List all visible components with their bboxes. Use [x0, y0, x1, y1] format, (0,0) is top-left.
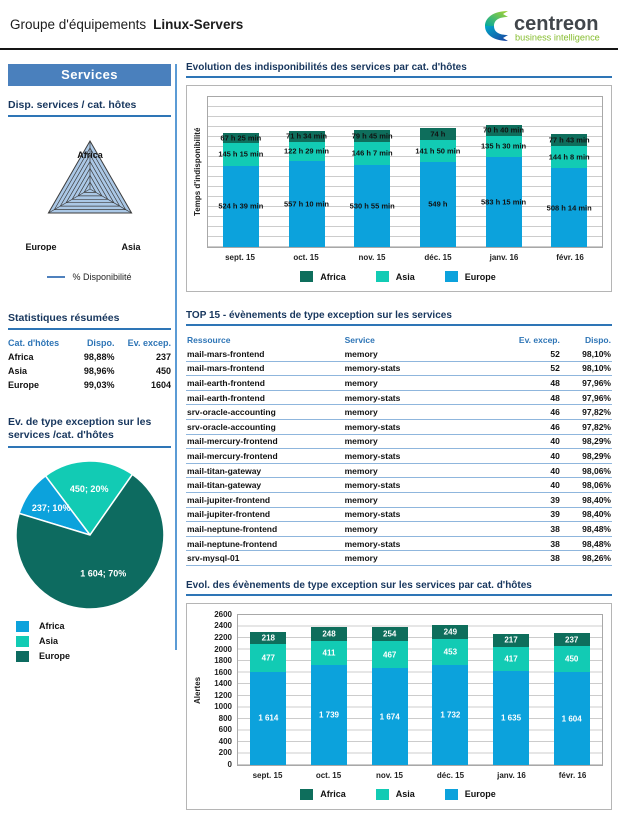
- table-row: [186, 376, 612, 391]
- bar-segment-asia: [415, 140, 461, 162]
- legend-label: Europe: [464, 271, 496, 282]
- radar-axis-label: Asia: [120, 242, 141, 252]
- y-tick-label: 2600: [214, 609, 232, 619]
- table-cell: 40: [505, 434, 560, 449]
- legend-item: [300, 271, 346, 282]
- top15-table: [186, 333, 612, 566]
- bar-segment-label: 145 h 15 min: [218, 149, 264, 159]
- bar-segment-label: 411: [322, 648, 336, 658]
- legend-item: [300, 789, 346, 800]
- table-cell: 40: [505, 478, 560, 493]
- top15-section-title: TOP 15 - évènements de type exception sur les services: [186, 310, 612, 326]
- top15-col-header: Service: [344, 335, 375, 345]
- bar-segment-africa: [432, 625, 468, 639]
- table-cell: mail-earth-frontend: [186, 390, 344, 405]
- table-cell: mail-neptune-frontend: [186, 536, 344, 551]
- bar-segment-africa: [351, 130, 393, 142]
- plot-area: [237, 614, 603, 766]
- bar-segment-label: 71 h 34 min: [286, 131, 327, 141]
- bar-segment-asia: [554, 646, 590, 672]
- bar-segment-label: 217: [504, 635, 518, 645]
- stacked-bar: [283, 131, 330, 247]
- unavailability-chart: [186, 85, 612, 292]
- table-cell: 52: [505, 361, 560, 376]
- bar-slot: [359, 615, 420, 765]
- bar-slot: [208, 97, 274, 247]
- bar-segment-asia: [351, 142, 393, 165]
- table-cell: 97,82%: [561, 419, 612, 434]
- stats-cell: 99,03%: [83, 380, 115, 391]
- main-content: [186, 62, 612, 828]
- stats-col-header: Dispo.: [86, 338, 115, 349]
- bar-segment-africa: [420, 128, 456, 140]
- table-cell: 98,48%: [561, 522, 612, 537]
- bar-segment-asia: [218, 143, 264, 166]
- stats-cell: 450: [155, 366, 171, 377]
- bar-segment-europe: [420, 162, 456, 247]
- table-cell: 98,29%: [561, 434, 612, 449]
- table-cell: 98,40%: [561, 492, 612, 507]
- centreon-logo: [482, 7, 610, 45]
- table-cell: mail-titan-gateway: [186, 463, 344, 478]
- table-row: [186, 419, 612, 434]
- stacked-bar: [432, 625, 468, 765]
- legend-item: [376, 271, 415, 282]
- stats-cell: 98,96%: [83, 366, 115, 377]
- table-cell: mail-mercury-frontend: [186, 449, 344, 464]
- bar-segment-africa: [286, 131, 327, 142]
- bar-segment-label: 122 h 29 min: [283, 146, 330, 156]
- stacked-bar: [311, 627, 347, 765]
- y-tick-label: 1800: [214, 656, 232, 666]
- x-axis-label: déc. 15: [436, 770, 465, 780]
- stats-cell: 98,88%: [83, 352, 115, 363]
- availability-line-icon: [47, 276, 65, 278]
- radar-chart: [8, 133, 171, 256]
- table-cell: 98,10%: [561, 361, 612, 376]
- x-axis-label: nov. 15: [376, 770, 403, 780]
- stacked-bar: [218, 133, 264, 247]
- stats-cell: Africa: [8, 352, 34, 363]
- table-cell: mail-mars-frontend: [186, 347, 344, 361]
- y-tick-label: 1600: [214, 667, 232, 677]
- pie-slice-label: 1 604; 70%: [79, 568, 126, 578]
- table-cell: 39: [505, 507, 560, 522]
- report-title-prefix: Groupe d'équipements: [10, 17, 147, 32]
- table-cell: memory-stats: [344, 361, 506, 376]
- stats-cell: Asia: [8, 366, 28, 377]
- radar-legend-label: % Disponibilité: [72, 272, 132, 283]
- legend-label: Asia: [395, 271, 415, 282]
- bar-segment-africa: [554, 633, 590, 647]
- table-cell: srv-mysql-01: [186, 551, 344, 566]
- bar-slot: [481, 615, 542, 765]
- table-cell: memory: [344, 492, 506, 507]
- bar-segment-label: 249: [443, 627, 458, 637]
- pie-legend: [8, 621, 171, 662]
- logo-tagline: business intelligence: [515, 32, 600, 43]
- stacked-bar: [546, 134, 592, 247]
- stats-row: [8, 350, 171, 364]
- legend-label: Africa: [320, 789, 346, 800]
- table-row: [186, 478, 612, 493]
- legend-label: Europe: [464, 789, 496, 800]
- radar-legend: [8, 272, 171, 282]
- table-cell: 52: [505, 347, 560, 361]
- table-row: [186, 347, 612, 361]
- bar-slot: [536, 97, 602, 247]
- x-axis-label: sept. 15: [252, 770, 283, 780]
- table-cell: memory-stats: [344, 536, 506, 551]
- table-row: [186, 390, 612, 405]
- table-cell: mail-earth-frontend: [186, 376, 344, 391]
- bar-segment-africa: [250, 632, 286, 645]
- bar-segment-asia: [283, 142, 330, 161]
- y-tick-label: 2200: [214, 632, 232, 642]
- stacked-bar: [415, 128, 461, 247]
- bar-segment-label: 1 739: [318, 710, 340, 720]
- y-axis-label: Alertes: [193, 676, 202, 704]
- legend-swatch: [300, 789, 313, 800]
- bar-segment-label: 79 h 45 min: [351, 131, 393, 141]
- legend-label: Africa: [320, 271, 346, 282]
- table-cell: mail-neptune-frontend: [186, 522, 344, 537]
- table-cell: memory: [344, 463, 506, 478]
- bar-slot: [274, 97, 340, 247]
- pie-section-title: Ev. de type exception sur les services /cat. d'hôtes: [8, 416, 171, 447]
- legend-item: [445, 789, 496, 800]
- legend-swatch: [16, 621, 29, 632]
- legend-item: [16, 621, 171, 632]
- bar-segment-africa: [311, 627, 347, 641]
- legend-swatch: [300, 271, 313, 282]
- bar-slot: [238, 615, 299, 765]
- sidebar: [8, 64, 171, 666]
- table-cell: memory: [344, 434, 506, 449]
- pie-slice-label: 237; 10%: [31, 502, 70, 513]
- pie-slice-label: 450; 20%: [69, 483, 108, 494]
- y-tick-label: 600: [218, 725, 232, 735]
- bar-segment-label: 1 674: [379, 712, 400, 722]
- bar-segment-label: 70 h 40 min: [483, 125, 524, 135]
- table-row: [186, 522, 612, 537]
- table-row: [186, 463, 612, 478]
- bar-slot: [339, 97, 405, 247]
- bar-segment-label: 450: [565, 654, 579, 664]
- bar-segment-label: 583 h 15 min: [481, 197, 527, 207]
- table-row: [186, 405, 612, 420]
- bar-segment-label: 67 h 25 min: [220, 133, 262, 143]
- table-cell: memory: [344, 376, 506, 391]
- summary-stats-title: Statistiques résumées: [8, 312, 171, 330]
- y-tick-label: 1200: [214, 690, 232, 700]
- table-cell: memory-stats: [344, 390, 506, 405]
- table-row: [186, 361, 612, 376]
- stats-cell: 237: [155, 352, 171, 363]
- events-section-title: Evol. des évènements de type exception sur les services par cat. d'hôtes: [186, 580, 612, 596]
- summary-stats-table: [8, 336, 171, 392]
- table-cell: memory-stats: [344, 478, 506, 493]
- legend-item: [16, 651, 171, 662]
- y-axis-ticks: [207, 609, 237, 769]
- legend-swatch: [376, 271, 389, 282]
- bar-segment-label: 1 635: [501, 713, 522, 723]
- bar-segment-europe: [554, 672, 590, 765]
- table-cell: 38: [505, 536, 560, 551]
- bar-slot: [541, 615, 602, 765]
- stats-cell: 1604: [150, 380, 171, 391]
- bar-segment-label: 248: [322, 629, 336, 639]
- legend-swatch: [16, 651, 29, 662]
- legend-swatch: [376, 789, 389, 800]
- bar-segment-label: 417: [504, 654, 518, 664]
- table-cell: 98,48%: [561, 536, 612, 551]
- bar-segment-europe: [493, 671, 529, 765]
- chart-legend: [193, 789, 603, 800]
- table-cell: 98,26%: [561, 551, 612, 566]
- y-tick-label: 1000: [214, 702, 232, 712]
- table-cell: 40: [505, 449, 560, 464]
- x-axis-labels: [207, 253, 603, 262]
- legend-item: [16, 636, 171, 647]
- bar-segment-label: 144 h 8 min: [548, 152, 590, 162]
- top15-col-header: Ev. excep.: [518, 335, 560, 345]
- group-name: Linux-Servers: [153, 17, 244, 32]
- y-tick-label: 800: [218, 713, 232, 723]
- bar-segment-europe: [283, 161, 330, 247]
- report-title: [10, 17, 243, 32]
- table-cell: 98,10%: [561, 347, 612, 361]
- table-row: [186, 492, 612, 507]
- table-cell: 38: [505, 522, 560, 537]
- table-row: [186, 507, 612, 522]
- bar-segment-europe: [546, 168, 592, 247]
- table-cell: mail-titan-gateway: [186, 478, 344, 493]
- bar-segment-europe: [218, 166, 264, 247]
- table-cell: 97,82%: [561, 405, 612, 420]
- table-cell: memory: [344, 551, 506, 566]
- bar-segment-label: 557 h 10 min: [283, 199, 330, 209]
- table-cell: mail-mars-frontend: [186, 361, 344, 376]
- bar-slot: [405, 97, 471, 247]
- legend-item: [376, 789, 415, 800]
- table-cell: 97,96%: [561, 376, 612, 391]
- bar-segment-label: 1 732: [440, 710, 461, 720]
- bar-segment-africa: [548, 134, 590, 146]
- sidebar-separator: [175, 64, 177, 650]
- table-row: [186, 434, 612, 449]
- bar-segment-asia: [311, 641, 347, 665]
- bar-segment-europe: [311, 665, 347, 765]
- bar-slot: [299, 615, 360, 765]
- stacked-bar: [554, 633, 590, 765]
- table-cell: memory-stats: [344, 449, 506, 464]
- top15-col-header: Ressource: [187, 335, 231, 345]
- events-chart: [186, 603, 612, 810]
- table-cell: 38: [505, 551, 560, 566]
- bar-segment-label: 477: [261, 653, 276, 663]
- table-cell: 39: [505, 492, 560, 507]
- table-cell: memory-stats: [344, 507, 506, 522]
- bar-segment-label: 237: [565, 635, 579, 645]
- bar-segment-label: 77 h 43 min: [548, 135, 590, 145]
- bar-segment-label: 549 h: [428, 199, 448, 209]
- bar-segment-label: 508 h 14 min: [546, 203, 592, 213]
- bar-segment-asia: [493, 647, 529, 671]
- bar-segment-label: 524 h 39 min: [218, 201, 264, 211]
- logo-text: centreon: [514, 13, 599, 35]
- bar-segment-label: 74 h: [430, 129, 446, 139]
- x-axis-label: déc. 15: [424, 253, 452, 262]
- bar-segment-label: 530 h 55 min: [349, 201, 395, 211]
- table-cell: 40: [505, 463, 560, 478]
- legend-item: [445, 271, 496, 282]
- bar-segment-europe: [481, 157, 527, 247]
- legend-swatch: [16, 636, 29, 647]
- table-cell: memory: [344, 405, 506, 420]
- stats-col-header: Ev. excep.: [127, 338, 171, 349]
- bar-segment-europe: [250, 672, 286, 765]
- bar-segment-label: 467: [382, 650, 397, 660]
- table-cell: memory: [344, 347, 506, 361]
- radar-axis-label: Africa: [76, 150, 103, 161]
- table-cell: mail-jupiter-frontend: [186, 507, 344, 522]
- bar-segment-africa: [483, 125, 524, 136]
- bar-segment-asia: [372, 641, 408, 668]
- table-row: [186, 536, 612, 551]
- bar-segment-asia: [548, 146, 590, 168]
- table-cell: 98,29%: [561, 449, 612, 464]
- bar-segment-label: 453: [443, 647, 458, 657]
- legend-label: Europe: [39, 651, 71, 661]
- bar-segment-label: 1 604: [561, 714, 582, 724]
- legend-swatch: [445, 789, 458, 800]
- bar-segment-label: 135 h 30 min: [481, 141, 527, 151]
- table-cell: mail-mercury-frontend: [186, 434, 344, 449]
- stacked-bar: [493, 634, 529, 765]
- table-cell: mail-jupiter-frontend: [186, 492, 344, 507]
- stacked-bar: [372, 627, 408, 765]
- x-axis-label: janv. 16: [489, 253, 519, 262]
- x-axis-label: sept. 15: [225, 253, 255, 262]
- y-tick-label: 2000: [214, 644, 232, 654]
- table-cell: 48: [505, 376, 560, 391]
- table-cell: 97,96%: [561, 390, 612, 405]
- legend-label: Asia: [395, 789, 415, 800]
- bar-segment-label: 141 h 50 min: [415, 146, 461, 156]
- y-axis-label: Temps d'indisponibilité: [193, 127, 202, 217]
- stats-row: [8, 378, 171, 392]
- y-tick-label: 400: [218, 736, 232, 746]
- table-row: [186, 551, 612, 566]
- chart-legend: [193, 271, 603, 282]
- x-axis-label: nov. 15: [358, 253, 386, 262]
- stacked-bar: [481, 125, 527, 247]
- y-tick-label: 1400: [214, 679, 232, 689]
- bar-segment-africa: [220, 133, 262, 144]
- table-cell: 98,06%: [561, 463, 612, 478]
- bar-segment-europe: [349, 165, 395, 247]
- bar-segment-label: 146 h 7 min: [351, 148, 393, 158]
- table-cell: 46: [505, 405, 560, 420]
- services-banner: Services: [8, 64, 171, 86]
- stats-cell: Europe: [8, 380, 40, 391]
- bar-segment-africa: [372, 627, 408, 642]
- x-axis-label: oct. 15: [315, 770, 342, 780]
- y-tick-label: 2400: [214, 621, 232, 631]
- table-row: [186, 449, 612, 464]
- bar-segment-africa: [493, 634, 529, 647]
- pie-chart: [8, 456, 171, 617]
- table-cell: srv-oracle-accounting: [186, 419, 344, 434]
- radar-axis-label: Europe: [24, 242, 57, 252]
- table-cell: srv-oracle-accounting: [186, 405, 344, 420]
- table-cell: 98,40%: [561, 507, 612, 522]
- stats-col-header: Cat. d'hôtes: [8, 338, 60, 349]
- bar-segment-label: 254: [382, 629, 397, 639]
- bar-slot: [471, 97, 537, 247]
- y-tick-label: 200: [218, 748, 232, 758]
- x-axis-label: oct. 15: [293, 253, 319, 262]
- stacked-bar: [250, 632, 286, 765]
- stacked-bar: [349, 130, 395, 247]
- table-cell: memory: [344, 522, 506, 537]
- legend-label: Africa: [39, 621, 65, 631]
- bar-segment-europe: [432, 665, 468, 765]
- legend-label: Asia: [39, 636, 59, 646]
- bar-segment-label: 1 614: [258, 713, 279, 723]
- bar-segment-asia: [432, 639, 468, 665]
- bar-slot: [420, 615, 481, 765]
- table-cell: 98,06%: [561, 478, 612, 493]
- top15-col-header: Dispo.: [585, 335, 611, 345]
- bar-segment-asia: [481, 136, 527, 157]
- stats-row: [8, 364, 171, 378]
- radar-section-title: Disp. services / cat. hôtes: [8, 99, 171, 117]
- x-axis-labels: [237, 771, 603, 780]
- table-cell: memory-stats: [344, 419, 506, 434]
- x-axis-label: févr. 16: [558, 770, 587, 780]
- page-header: [0, 0, 618, 50]
- bar-segment-label: 218: [261, 633, 276, 643]
- bar-segment-europe: [372, 668, 408, 765]
- unavailability-section-title: Evolution des indisponibilités des services par cat. d'hôtes: [186, 62, 612, 78]
- bar-segment-asia: [250, 644, 286, 672]
- legend-swatch: [445, 271, 458, 282]
- centreon-c-icon: [485, 11, 508, 41]
- plot-area: [207, 96, 603, 248]
- table-cell: 48: [505, 390, 560, 405]
- x-axis-label: févr. 16: [556, 253, 584, 262]
- y-tick-label: 0: [227, 759, 232, 769]
- x-axis-label: janv. 16: [497, 770, 526, 780]
- table-cell: 46: [505, 419, 560, 434]
